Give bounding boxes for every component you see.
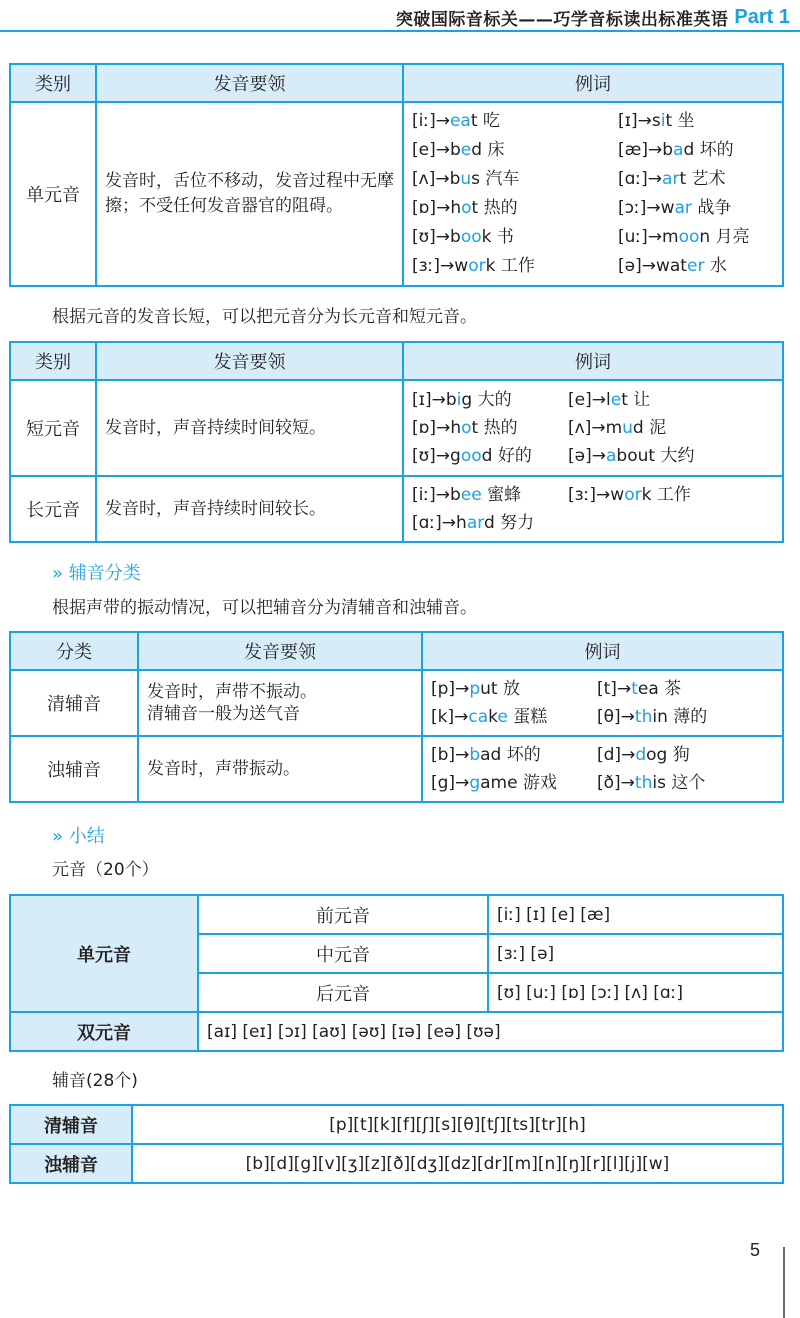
arrow-icon: → [431,390,446,410]
word-highlight: o [461,418,472,438]
word-translation: 大约 [655,446,695,466]
word-part: h [456,513,467,533]
arrow-icon: → [647,227,663,247]
arrow-icon: → [596,485,611,505]
word-highlight: ar [662,169,680,189]
word-part: k [481,227,492,247]
word-highlight: oo [460,446,482,466]
paragraph-vowel-length: 根据元音的发音长短，可以把元音分为长元音和短元音。 [52,307,477,327]
example-word [597,675,774,703]
summary-row-voiced [10,1144,783,1183]
word-highlight: o [461,198,472,218]
description-line: 清辅音一般为送气音 [147,704,300,724]
table-header-row [10,64,783,102]
word-part: b [445,390,457,410]
vowel-summary-table [9,894,784,1052]
word-part: g [450,446,461,466]
table-row-voiceless [10,670,783,736]
ipa-symbol: [iː] [412,485,436,505]
word-part: ea [637,679,659,699]
example-word [618,194,774,223]
example-word [431,741,591,769]
header-description: 发音要领 [96,64,403,102]
word-translation: 汽车 [480,169,520,189]
ipa-symbol: [g] [431,773,456,793]
diphthong-ipa-list: [aɪ] [eɪ] [ɔɪ] [aʊ] [əʊ] [ɪə] [eə] [ʊə] [198,1012,783,1051]
example-list [431,675,774,731]
word-part: in [652,707,668,727]
arrow-icon: → [441,513,457,533]
word-part: m [662,227,679,247]
arrow-icon: → [436,418,451,438]
word-translation: 大的 [472,390,512,410]
word-part: is [652,773,666,793]
word-highlight: er [686,256,705,276]
word-highlight: a [673,140,684,160]
word-highlight: d [635,745,647,765]
word-translation: 工作 [495,256,535,276]
description-cell: 发音时，声音持续时间较短。 [96,380,403,476]
example-word [568,386,774,414]
example-word [618,223,774,252]
ipa-symbol: [b] [431,745,456,765]
table-header-row [10,632,783,670]
arrow-icon: → [591,418,606,438]
margin-rule [783,1247,785,1318]
example-word [412,136,612,165]
word-part: og [646,745,668,765]
word-part: h [450,418,462,438]
word-part: bout [616,446,656,466]
word-part: t [665,111,673,131]
example-word [618,107,774,136]
vowel-ipa-list: [ʊ] [uː] [ɒ] [ɔː] [ʌ] [ɑː] [488,973,783,1012]
word-part: l [605,390,611,410]
example-word [412,223,612,252]
word-part: wat [655,256,687,276]
word-part: d [683,140,695,160]
example-word [568,481,774,509]
ipa-symbol: [ə] [568,446,592,466]
paragraph-consonant-voicing: 根据声带的振动情况，可以把辅音分为清辅音和浊辅音。 [52,598,477,618]
word-translation: 坏的 [694,140,734,160]
table-row-voiced [10,736,783,802]
summary-row-voiceless [10,1105,783,1144]
word-part: w [660,198,675,218]
section-heading-consonants: » 辅音分类 [52,563,141,584]
example-word [412,107,612,136]
ipa-symbol: [ɜː] [568,485,597,505]
example-word [431,703,591,731]
table-row [10,102,783,286]
word-translation: 放 [497,679,520,699]
word-translation: 工作 [651,485,691,505]
ipa-symbol: [e] [568,390,592,410]
table-header-row [10,342,783,380]
ipa-symbol: [ɪ] [412,390,432,410]
header-category: 分类 [10,632,138,670]
word-translation: 蜜蜂 [481,485,522,505]
example-word [412,194,612,223]
arrow-icon: → [435,446,451,466]
word-part: s [471,169,481,189]
examples-cell [422,736,783,802]
word-part: b [450,227,461,247]
example-word [618,252,774,281]
arrow-icon: → [435,485,450,505]
arrow-icon: → [620,773,635,793]
example-word [597,769,774,797]
ipa-symbol: [ʊ] [412,446,436,466]
example-word [412,509,562,537]
word-highlight: u [460,169,472,189]
arrow-icon: → [637,111,652,131]
consonant-table [9,631,784,803]
vowel-position-label: 中元音 [198,934,488,973]
ipa-symbol: [ɪ] [618,111,638,131]
word-highlight: e [610,390,622,410]
word-highlight: u [622,418,633,438]
word-part: k [485,256,496,276]
word-part: b [449,169,461,189]
monophthong-table [9,63,784,287]
ipa-symbol: [ɒ] [412,198,437,218]
ipa-symbol: [e] [412,140,436,160]
word-translation: 蛋糕 [507,707,548,727]
word-part: h [450,198,462,218]
header-examples: 例词 [403,64,783,102]
ipa-symbol: [ʌ] [412,169,436,189]
word-translation: 热的 [478,198,518,218]
word-translation: 泥 [643,418,667,438]
category-cell: 单元音 [10,102,96,286]
arrow-icon: → [455,773,470,793]
word-part: d [471,140,483,160]
header-description: 发音要领 [96,342,403,380]
examples-cell [403,476,783,542]
example-list [412,107,774,281]
ipa-symbol: [uː] [618,227,648,247]
word-part: g [461,390,473,410]
vowel-length-table [9,341,784,543]
example-word [412,165,612,194]
vowel-ipa-list: [ɜː] [ə] [488,934,783,973]
section-heading-summary: » 小结 [52,826,105,847]
word-part: t [471,198,479,218]
arrow-icon: → [435,169,450,189]
word-highlight: e [497,707,508,727]
voiced-label: 浊辅音 [10,1144,132,1183]
ipa-symbol: [ɑː] [618,169,648,189]
word-highlight: b [469,745,481,765]
arrow-icon: → [641,256,656,276]
word-part: t [471,418,479,438]
table-row-short-vowel [10,380,783,476]
example-word [597,741,774,769]
word-highlight: or [624,485,642,505]
word-part: ut [480,679,498,699]
example-word [618,136,774,165]
word-part: t [679,169,687,189]
word-part: b [449,140,461,160]
word-highlight: or [468,256,486,276]
word-translation: 艺术 [686,169,726,189]
word-highlight: th [634,773,653,793]
word-translation: 热的 [478,418,518,438]
arrow-icon: → [621,745,636,765]
ipa-symbol: [k] [431,707,455,727]
description-cell [138,670,422,736]
summary-row-front [10,895,783,934]
word-part: d [632,418,644,438]
word-part: t [470,111,478,131]
arrow-icon: → [616,679,632,699]
header-category: 类别 [10,64,96,102]
consonants-count-title: 辅音(28个) [52,1071,138,1091]
description-cell: 发音时，声音持续时间较长。 [96,476,403,542]
word-part: k [641,485,652,505]
word-translation: 游戏 [517,773,557,793]
arrow-icon: → [435,111,450,131]
arrow-icon: → [620,707,635,727]
vowels-count-title: 元音（20个） [52,860,159,880]
header-description: 发音要领 [138,632,422,670]
ipa-symbol: [p] [431,679,456,699]
word-translation: 月亮 [710,227,750,247]
example-word [431,675,591,703]
word-highlight: t [631,679,638,699]
word-translation: 吃 [477,111,500,131]
word-highlight: e [460,140,472,160]
arrow-icon: → [440,256,455,276]
ipa-symbol: [ð] [597,773,621,793]
category-cell: 浊辅音 [10,736,138,802]
arrow-icon: → [591,446,606,466]
description-line: 发音时，声带振动。 [147,758,300,779]
example-word [412,386,562,414]
header-category: 类别 [10,342,96,380]
part-label: Part 1 [734,5,790,28]
ipa-symbol: [iː] [412,111,436,131]
examples-cell [403,380,783,476]
word-highlight: ar [674,198,692,218]
word-part: w [454,256,469,276]
example-word [412,481,562,509]
ipa-symbol: [d] [597,745,622,765]
summary-row-diphthong [10,1012,783,1051]
word-translation: 好的 [492,446,532,466]
word-highlight: th [634,707,653,727]
vowel-position-label: 前元音 [198,895,488,934]
word-part: ad [480,745,502,765]
description-cell [138,736,422,802]
category-cell: 长元音 [10,476,96,542]
ipa-symbol: [θ] [597,707,621,727]
arrow-icon: → [435,227,451,247]
word-translation: 薄的 [667,707,708,727]
word-highlight: p [469,679,481,699]
ipa-symbol: [ʌ] [568,418,592,438]
voiceless-label: 清辅音 [10,1105,132,1144]
word-highlight: ca [468,707,489,727]
example-word [431,769,591,797]
example-list [412,481,774,537]
word-translation: 茶 [658,679,682,699]
example-word [412,414,562,442]
examples-cell [403,102,783,286]
word-highlight: ee [460,485,482,505]
example-list [431,741,774,797]
description-line: 发音时，声带不振动。 [147,682,317,702]
table-row-long-vowel [10,476,783,542]
word-highlight: oo [678,227,700,247]
ipa-symbol: [ʊ] [412,227,436,247]
monophthong-label: 单元音 [10,895,198,1012]
word-highlight: i [660,111,666,131]
word-highlight: i [456,390,462,410]
word-highlight: g [469,773,481,793]
header-examples: 例词 [422,632,783,670]
arrow-icon: → [647,140,663,160]
category-cell: 短元音 [10,380,96,476]
arrow-icon: → [646,198,661,218]
arrow-icon: → [436,198,451,218]
header-divider [0,30,800,32]
word-translation: 这个 [665,773,706,793]
word-highlight: ar [466,513,484,533]
book-title: 突破国际音标关——巧学音标读出标准英语 [395,9,729,30]
ipa-symbol: [ə] [618,256,642,276]
arrow-icon: → [435,140,450,160]
arrow-icon: → [455,745,470,765]
word-part: b [662,140,674,160]
word-part: k [488,707,498,727]
example-word [597,703,774,731]
word-translation: 坐 [672,111,695,131]
arrow-icon: → [647,169,663,189]
voiceless-ipa-list: [p][t][k][f][ʃ][s][θ][tʃ][ts][tr][h] [132,1105,783,1144]
ipa-symbol: [ɔː] [618,198,647,218]
example-word [412,442,562,470]
ipa-symbol: [t] [597,679,617,699]
vowel-ipa-list: [iː] [ɪ] [e] [æ] [488,895,783,934]
description-cell: 发音时，舌位不移动，发音过程中无摩擦；不受任何发音器官的阻碍。 [96,102,403,286]
word-translation: 让 [627,390,651,410]
example-word [568,442,774,470]
word-translation: 战争 [691,198,732,218]
page-number: 5 [750,1240,761,1260]
ipa-symbol: [æ] [618,140,648,160]
examples-cell [422,670,783,736]
word-translation: 努力 [494,513,535,533]
word-part: b [449,485,461,505]
word-part: n [699,227,711,247]
word-translation: 书 [491,227,514,247]
header-examples: 例词 [403,342,783,380]
example-word [618,165,774,194]
word-translation: 坏的 [501,745,541,765]
arrow-icon: → [454,707,469,727]
ipa-symbol: [ɑː] [412,513,442,533]
example-word [412,252,612,281]
diphthong-label: 双元音 [10,1012,198,1051]
word-part: d [481,446,493,466]
word-highlight: ea [449,111,471,131]
consonant-summary-table [9,1104,784,1184]
arrow-icon: → [591,390,606,410]
running-header [396,4,790,30]
ipa-symbol: [ɜː] [412,256,441,276]
arrow-icon: → [455,679,470,699]
word-part: d [483,513,495,533]
word-translation: 水 [704,256,727,276]
example-word [568,414,774,442]
word-part: ame [480,773,518,793]
word-translation: 床 [482,140,505,160]
category-cell: 清辅音 [10,670,138,736]
ipa-symbol: [ɒ] [412,418,437,438]
vowel-position-label: 后元音 [198,973,488,1012]
word-part: s [651,111,661,131]
word-part: m [605,418,623,438]
example-list [412,386,774,470]
word-part: t [621,390,628,410]
voiced-ipa-list: [b][d][g][v][ʒ][z][ð][dʒ][dz][dr][m][n][ŋ][r][l][j][w] [132,1144,783,1183]
word-translation: 狗 [667,745,690,765]
word-highlight: oo [460,227,482,247]
word-highlight: a [605,446,617,466]
word-part: w [610,485,625,505]
